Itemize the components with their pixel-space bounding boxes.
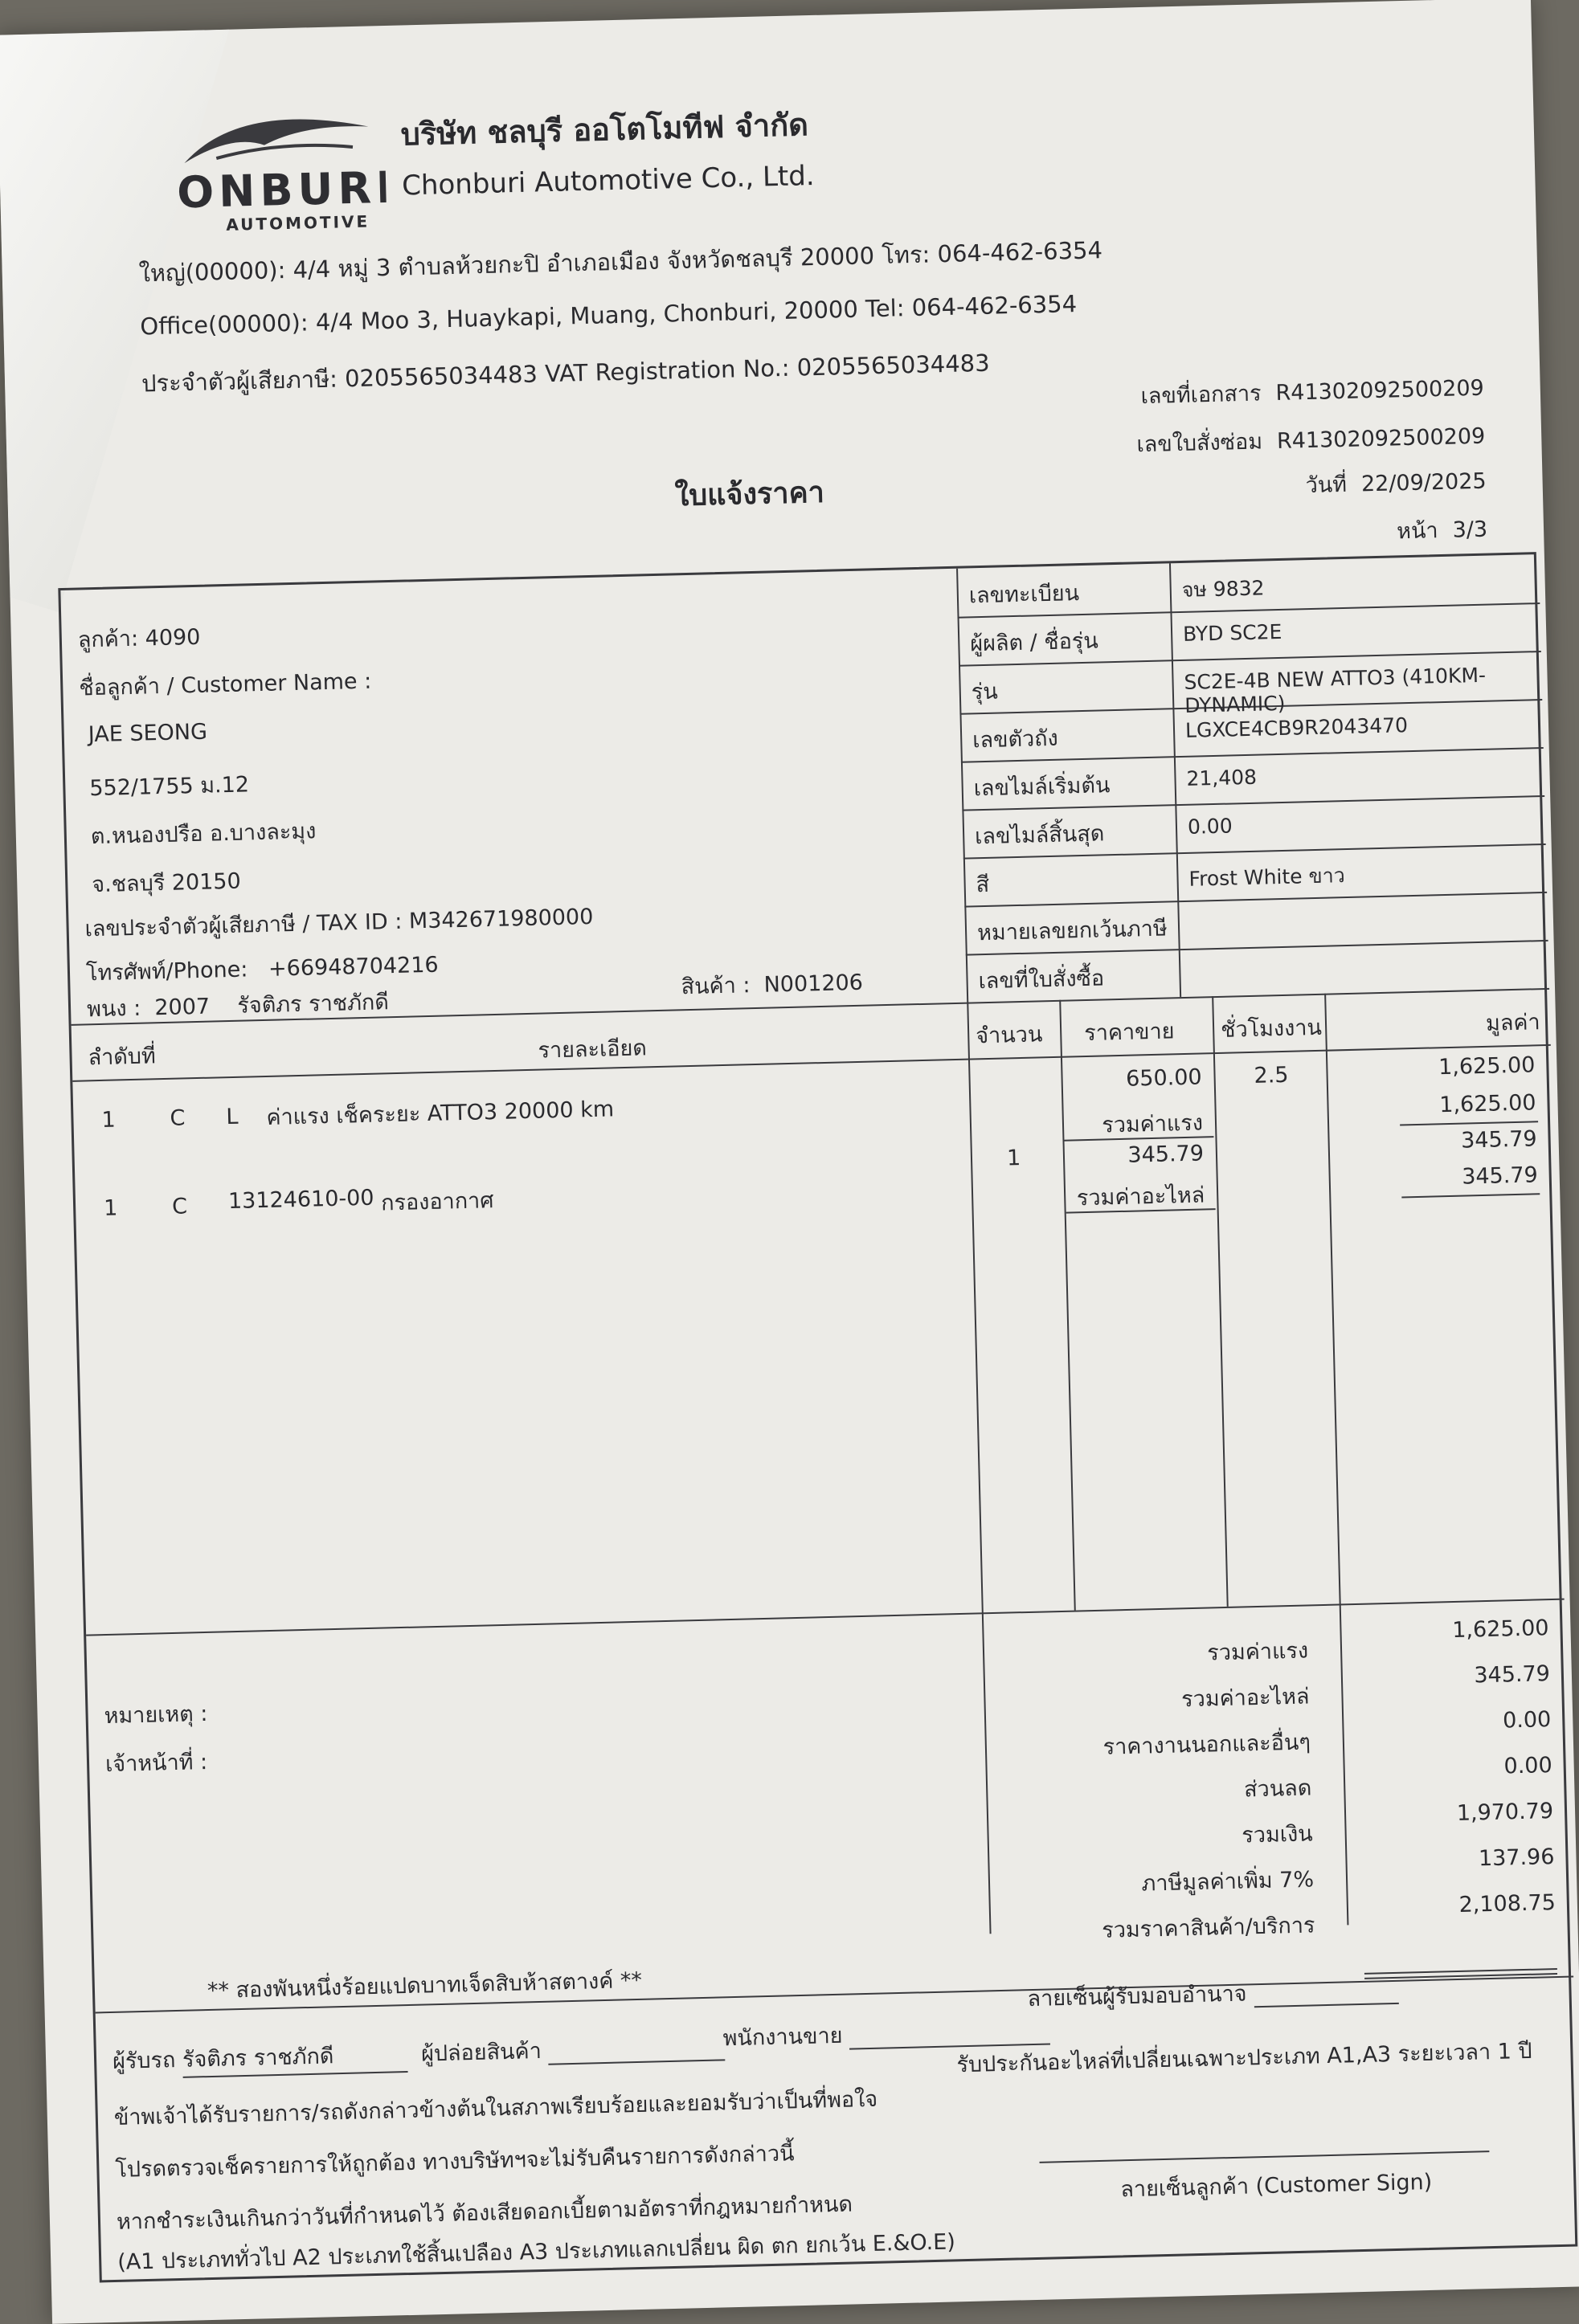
customer-addr2: ต.หนองปรือ อ.บางละมุง — [90, 819, 317, 850]
logo-wordmark: ONBURI — [176, 161, 387, 219]
col-price: ราคาขาย — [1083, 1019, 1175, 1047]
receiver: ผู้รับรถ รัจติภร ราชภักดี ผู้ปล่อยสินค้า — [112, 2028, 726, 2080]
col-qty: จำนวน — [975, 1022, 1043, 1049]
amount-in-words: ** สองพันหนึ่งร้อยแปดบาทเจ็ดสิบห้าสตางค์ ** — [207, 1967, 643, 2004]
officer-label: เจ้าหน้าที่ : — [104, 1749, 208, 1778]
repair-order-number: เลขใบสั่งซ่อม R41302092500209 — [1136, 423, 1486, 458]
vehicle-label: รุ่น — [971, 679, 999, 705]
document-title: ใบแจ้งราคา — [674, 476, 825, 513]
remarks-label: หมายเหตุ : — [104, 1701, 208, 1730]
salesperson: พนักงานขาย — [722, 2012, 1050, 2055]
row1-type: C — [170, 1105, 186, 1131]
col-seq: ลำดับที่ — [88, 1044, 157, 1071]
total-label: รวมค่าแรง — [1206, 1638, 1309, 1666]
product-code: สินค้า : N001206 — [681, 970, 864, 1000]
row2-type: C — [171, 1194, 188, 1219]
row2-subtotal-label: รวมค่าอะไหล่ — [1076, 1182, 1205, 1211]
total-label: รวมเงิน — [1241, 1821, 1314, 1848]
company-name-en: Chonburi Automotive Co., Ltd. — [401, 159, 816, 202]
customer-name-label: ชื่อลูกค้า / Customer Name : — [78, 668, 372, 701]
company-address-en: Office(00000): 4/4 Moo 3, Huaykapi, Muang, Chonburi, 20000 Tel: 064-462-6354 — [139, 290, 1078, 341]
col-desc: รายละเอียด — [538, 1035, 648, 1064]
vehicle-value: LGXCE4CB9R2043470 — [1184, 713, 1409, 742]
vehicle-label: หมายเลขยกเว้นภาษี — [976, 916, 1168, 946]
customer-addr1: 552/1755 ม.12 — [89, 772, 250, 802]
col-hours: ชั่วโมงงาน — [1220, 1015, 1323, 1043]
customer-addr3: จ.ชลบุรี 20150 — [91, 868, 242, 898]
row1-hours: 2.5 — [1254, 1062, 1289, 1088]
vehicle-label: เลขไมล์สิ้นสุด — [974, 821, 1105, 850]
row2-qty: 1 — [1006, 1146, 1021, 1171]
total-value: 137.96 — [1478, 1844, 1555, 1872]
total-label: ราคางานนอกและอื่นๆ — [1102, 1730, 1311, 1760]
total-label: รวมค่าอะไหล่ — [1180, 1684, 1310, 1713]
vehicle-value: Frost White ขาว — [1188, 864, 1346, 891]
company-address-th: ใหญ่(00000): 4/4 หมู่ 3 ตำบลห้วยกะปิ อำเภอเมือง จังหวัดชลบุรี 20000 โทร: 064-462-6354 — [138, 236, 1103, 288]
total-value: 0.00 — [1502, 1707, 1552, 1734]
row2-subtotal: 345.79 — [1461, 1162, 1539, 1190]
logo-subtext: AUTOMOTIVE — [226, 211, 370, 235]
doc-date: วันที่ 22/09/2025 — [1305, 468, 1487, 499]
row2-amount: 345.79 — [1460, 1126, 1537, 1154]
vehicle-label: ผู้ผลิต / ชื่อรุ่น — [969, 628, 1099, 657]
staff-info: พนง : 2007 รัจติภร ราชภักดี — [86, 990, 390, 1023]
vehicle-label: เลขทะเบียน — [968, 581, 1080, 609]
row1-desc: ค่าแรง เช็คระยะ ATTO3 20000 km — [266, 1097, 615, 1130]
terms-line4: (A1 ประเภททั่วไป A2 ประเภทใช้สิ้นเปลือง A3 ประเภทแลกเปลี่ยน ผิด ตก ยกเว้น E.&O.E) — [117, 2229, 956, 2275]
row2-price: 345.79 — [1127, 1141, 1205, 1168]
vehicle-value: จษ 9832 — [1181, 576, 1265, 602]
total-label: รวมราคาสินค้า/บริการ — [1101, 1913, 1315, 1943]
row1-code: L — [226, 1104, 239, 1130]
row1-subtotal-label: รวมค่าแรง — [1101, 1110, 1204, 1138]
row1-amount: 1,625.00 — [1438, 1052, 1536, 1080]
doc-number: เลขที่เอกสาร R41302092500209 — [1140, 375, 1485, 410]
terms-line3: หากชำระเงินเกินกว่าวันที่กำหนดไว้ ต้องเสียดอกเบี้ยตามอัตราที่กฎหมายกำหนด — [116, 2191, 853, 2235]
vehicle-label: เลขตัวถัง — [972, 725, 1059, 754]
total-value: 0.00 — [1503, 1753, 1553, 1779]
authorized-sign: ลายเซ็นผู้รับมอบอำนาจ — [1027, 1972, 1398, 2016]
total-value: 345.79 — [1474, 1661, 1551, 1689]
customer-phone: โทรศัพท์/Phone: +66948704216 — [85, 952, 440, 986]
row1-seq: 1 — [101, 1107, 117, 1133]
customer-tax-id: เลขประจำตัวผู้เสียภาษี / TAX ID : M342671980000 — [84, 904, 594, 942]
vehicle-label: เลขที่ใบสั่งซื้อ — [978, 966, 1105, 995]
company-logo — [166, 82, 387, 240]
row1-price: 650.00 — [1125, 1064, 1202, 1092]
row2-seq: 1 — [103, 1195, 118, 1221]
vehicle-value: 0.00 — [1187, 814, 1233, 839]
total-label: ภาษีมูลค่าเพิ่ม 7% — [1141, 1867, 1315, 1897]
row1-subtotal: 1,625.00 — [1438, 1090, 1536, 1118]
vehicle-value: 21,408 — [1186, 765, 1258, 790]
customer-sign: ลายเซ็นลูกค้า (Customer Sign) — [1120, 2169, 1433, 2203]
terms-line1: ข้าพเจ้าได้รับรายการ/รถดังกล่าวข้างต้นในสภาพเรียบร้อยและยอมรับว่าเป็นที่พอใจ — [113, 2086, 878, 2130]
terms-line2: โปรดตรวจเช็ครายการให้ถูกต้อง ทางบริษัทฯจะไม่รับคืนรายการดังกล่าวนี้ — [115, 2141, 795, 2183]
company-name-th: บริษัท ชลบุรี ออโตโมทีฟ จำกัด — [400, 107, 809, 153]
col-amount: มูลค่า — [1485, 1010, 1541, 1036]
total-value: 2,108.75 — [1458, 1890, 1557, 1918]
quotation-frame — [58, 552, 1577, 2282]
vehicle-value: BYD SC2E — [1182, 619, 1282, 646]
page-number: หน้า 3/3 — [1396, 517, 1488, 545]
total-value: 1,625.00 — [1451, 1615, 1549, 1644]
company-tax-id: ประจำตัวผู้เสียภาษี: 0205565034483 VAT Registration No.: 0205565034483 — [141, 349, 990, 398]
total-value: 1,970.79 — [1456, 1799, 1554, 1827]
customer-code: ลูกค้า: 4090 — [77, 624, 201, 653]
receiver-name: รัจติภร ราชภักดี — [182, 2036, 407, 2078]
row2-code: 13124610-00 — [227, 1185, 374, 1215]
vehicle-value: SC2E-4B NEW ATTO3 (410KM-DYNAMIC) — [1184, 663, 1487, 717]
vehicle-label: เลขไมล์เริ่มต้น — [973, 773, 1111, 802]
total-label: ส่วนลด — [1243, 1775, 1312, 1803]
vehicle-label: สี — [976, 872, 990, 898]
row2-desc: กรองอากาศ — [380, 1188, 494, 1216]
customer-name: JAE SEONG — [88, 719, 208, 748]
warranty-note: รับประกันอะไหล่ที่เปลี่ยนเฉพาะประเภท A1,A3 ระยะเวลา 1 ปี — [956, 2038, 1532, 2078]
